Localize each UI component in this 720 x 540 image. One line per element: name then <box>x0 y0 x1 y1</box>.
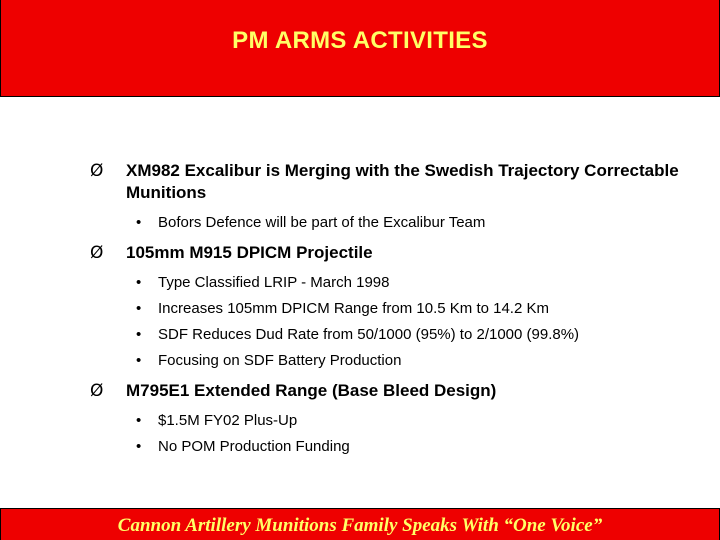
sub-bullet-item <box>90 270 690 296</box>
section-heading <box>90 242 690 264</box>
sub-bullet-list <box>90 270 690 374</box>
footer-slogan: Cannon Artillery Munitions Family Speaks With “One Voice” <box>117 515 603 536</box>
dot-bullet-icon: • <box>136 412 142 429</box>
dot-bullet-icon: • <box>136 352 142 369</box>
sub-bullet-list <box>90 408 690 460</box>
section-heading <box>90 380 690 402</box>
section-heading-text: M795E1 Extended Range (Base Bleed Design) <box>126 381 497 400</box>
sub-bullet-item <box>90 322 690 348</box>
title-bar <box>0 0 720 97</box>
sub-bullet-text: Type Classified LRIP - March 1998 <box>158 274 390 291</box>
sub-bullet-item <box>90 210 690 236</box>
arrow-bullet-icon: Ø <box>90 243 104 263</box>
slide-title: PM ARMS ACTIVITIES <box>232 27 488 54</box>
sub-bullet-text: $1.5M FY02 Plus-Up <box>158 412 298 429</box>
sub-bullet-text: No POM Production Funding <box>158 438 350 455</box>
sub-bullet-text: Increases 105mm DPICM Range from 10.5 Km to 14.2 Km <box>158 300 549 317</box>
sub-bullet-item <box>90 408 690 434</box>
arrow-bullet-icon: Ø <box>90 381 104 401</box>
section-heading <box>90 160 690 204</box>
arrow-bullet-icon: Ø <box>90 161 104 181</box>
sub-bullet-text: SDF Reduces Dud Rate from 50/1000 (95%) to 2/1000 (99.8%) <box>158 326 580 343</box>
bullet-content <box>90 160 690 466</box>
sub-bullet-item <box>90 434 690 460</box>
sub-bullet-list <box>90 210 690 236</box>
dot-bullet-icon: • <box>136 300 142 317</box>
sub-bullet-text: Bofors Defence will be part of the Excalibur Team <box>158 214 486 231</box>
section-heading-text: 105mm M915 DPICM Projectile <box>126 243 373 262</box>
sub-bullet-item <box>90 296 690 322</box>
dot-bullet-icon: • <box>136 274 142 291</box>
footer-bar <box>0 508 720 540</box>
dot-bullet-icon: • <box>136 326 142 343</box>
section-heading-text: XM982 Excalibur is Merging with the Swedish Trajectory Correctable Munitions <box>126 161 679 202</box>
sub-bullet-item <box>90 348 690 374</box>
dot-bullet-icon: • <box>136 438 142 455</box>
sub-bullet-text: Focusing on SDF Battery Production <box>158 352 402 369</box>
dot-bullet-icon: • <box>136 214 142 231</box>
